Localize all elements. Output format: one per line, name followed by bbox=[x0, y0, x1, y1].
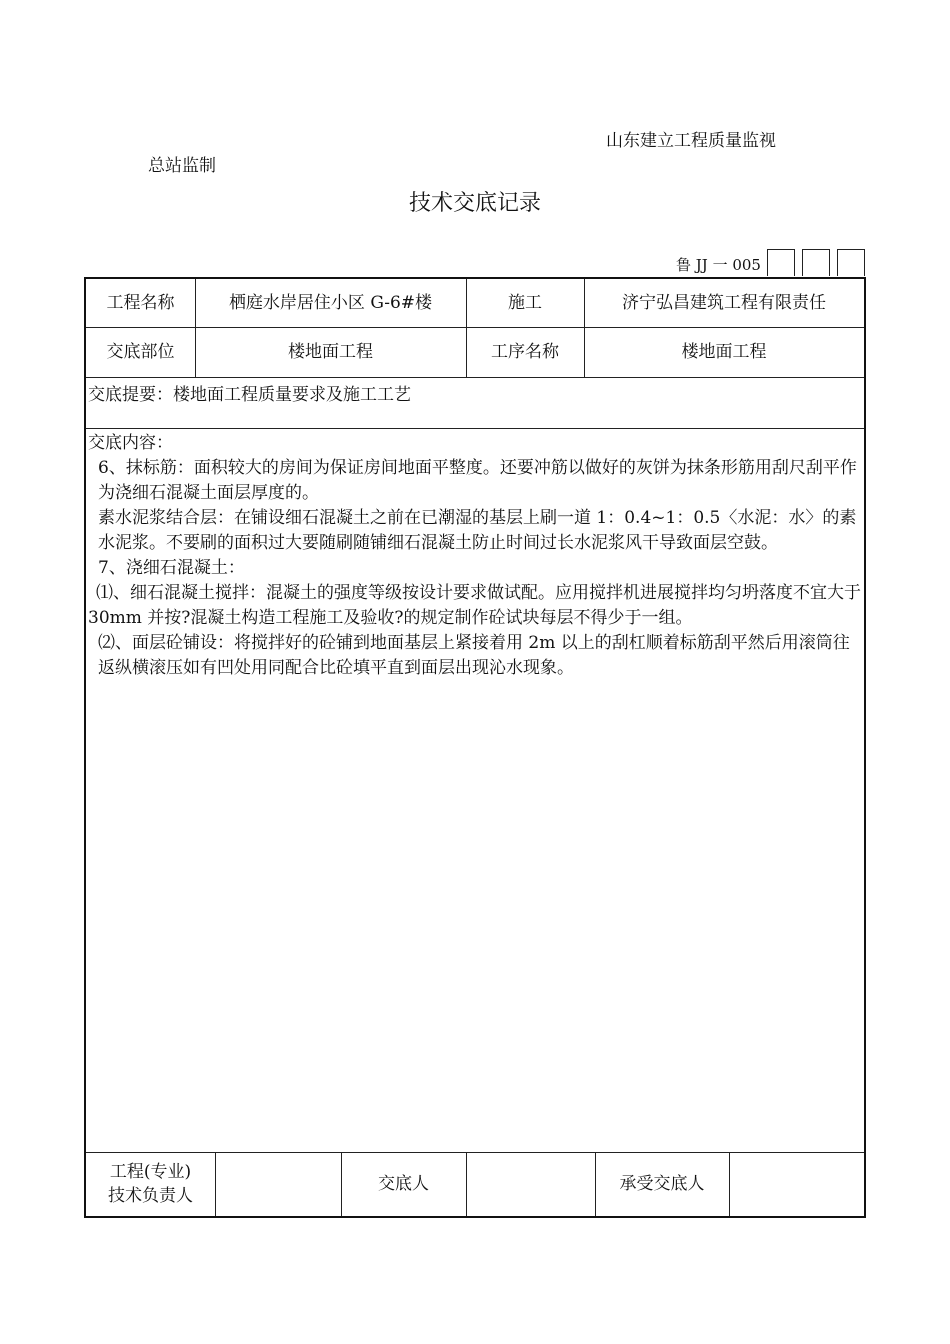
code-box-3 bbox=[837, 249, 865, 276]
disclosure-content bbox=[88, 431, 864, 681]
construction-label: 施工 bbox=[508, 293, 542, 313]
content-paragraph: 7、浇细石混凝土： bbox=[98, 558, 245, 578]
receiver-label: 承受交底人 bbox=[619, 1174, 705, 1194]
content-title: 交底内容： bbox=[88, 433, 173, 453]
row-divider bbox=[86, 377, 864, 378]
giver-signature[interactable] bbox=[466, 1152, 595, 1216]
disclosure-table bbox=[84, 277, 866, 1218]
part-value: 楼地面工程 bbox=[288, 342, 373, 362]
tech-lead-signature[interactable] bbox=[215, 1152, 341, 1216]
issuer-line-2: 总站监制 bbox=[148, 156, 216, 176]
document-title: 技术交底记录 bbox=[408, 191, 541, 216]
row-divider bbox=[86, 428, 864, 429]
tech-lead-label bbox=[86, 1152, 215, 1216]
tech-lead-label-line-2: 技术负责人 bbox=[108, 1186, 193, 1206]
project-name-value: 栖庭水岸居住小区 G-6#楼 bbox=[228, 293, 433, 313]
code-box-1 bbox=[767, 249, 795, 276]
project-name-label: 工程名称 bbox=[106, 293, 175, 313]
content-paragraph: 素水泥浆结合层：在铺设细石混凝土之前在已潮湿的基层上刷一道 1：0.4~1：0.5〈水泥：水〉的素水泥浆。不要刷的面积过大要随刷随铺细石混凝土防止时间过长水泥浆风干导致面层空鼓。 bbox=[98, 508, 857, 553]
issuer-line-1: 山东建立工程质量监视 bbox=[606, 131, 776, 151]
content-paragraph: ⑵、面层砼铺设：将搅拌好的砼铺到地面基层上紧接着用 2m 以上的刮杠顺着标筋刮平然后用滚筒往返纵横滚压如有凹处用同配合比砼填平直到面层出现沁水现象。 bbox=[98, 633, 850, 678]
tech-lead-label-line-1: 工程(专业) bbox=[109, 1162, 192, 1182]
receiver-signature[interactable] bbox=[729, 1152, 864, 1216]
content-paragraph: 6、抹标筋：面积较大的房间为保证房间地面平整度。还要冲筋以做好的灰饼为抹条形筋用刮尺刮平作为浇细石混凝土面层厚度的。 bbox=[98, 458, 857, 503]
process-value: 楼地面工程 bbox=[681, 342, 767, 362]
form-code: 鲁 JJ 一 005 bbox=[676, 256, 761, 274]
content-paragraph: ⑴、细石混凝土搅拌：混凝土的强度等级按设计要求做试配。应用搅拌机进展搅拌均匀坍落度不宜大于 30mm 并按?混凝土构造工程施工及验收?的规定制作砼试块每层不得少于一组。 bbox=[88, 583, 861, 628]
part-label: 交底部位 bbox=[106, 342, 175, 362]
disclosure-summary: 交底提要：楼地面工程质量要求及施工工艺 bbox=[88, 385, 411, 405]
process-label: 工序名称 bbox=[491, 342, 559, 362]
code-box-2 bbox=[802, 249, 830, 276]
construction-value: 济宁弘昌建筑工程有限责任 bbox=[622, 293, 826, 313]
giver-label: 交底人 bbox=[378, 1174, 429, 1194]
